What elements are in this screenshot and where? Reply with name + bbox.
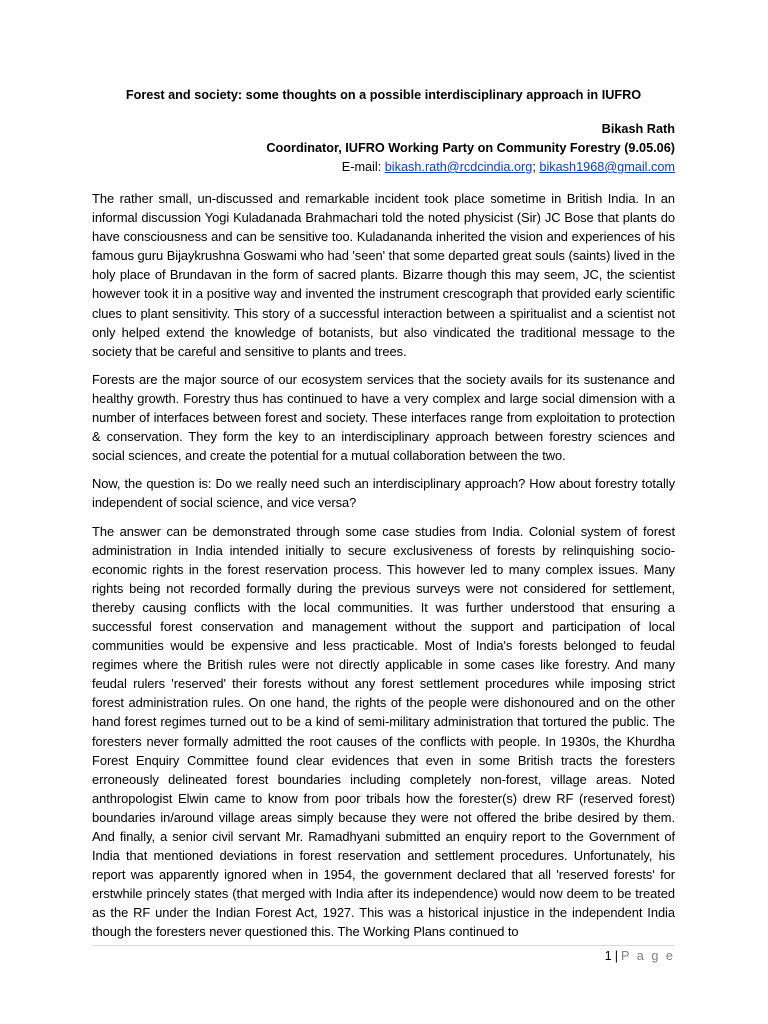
footer-divider xyxy=(92,945,675,946)
document-page xyxy=(92,78,675,951)
page-footer xyxy=(605,948,675,964)
email-separator: ; xyxy=(532,160,540,174)
author-block xyxy=(92,120,675,177)
page-label: P a g e xyxy=(621,949,675,963)
paragraph: Forests are the major source of our ecosystem services that the society avails for its sustenance and healthy growth. Forestry thus has continued to have a very complex and large social dimension with a number of interfaces between forest and society. These interfaces range from exploitation to protection & conservation. They form the key to an interdisciplinary approach between forestry sciences and social sciences, and create the potential for a mutual collaboration between the two. xyxy=(92,371,675,464)
page-number: 1 xyxy=(604,949,612,963)
page-separator: | xyxy=(614,949,619,963)
document-title: Forest and society: some thoughts on a possible interdisciplinary approach in IUFRO xyxy=(125,88,642,102)
email-link-secondary[interactable]: bikash1968@gmail.com xyxy=(539,160,675,174)
body-text xyxy=(92,189,675,942)
email-label: E-mail: xyxy=(341,160,385,174)
paragraph: The answer can be demonstrated through some case studies from India. Colonial system of forest administration in India intended initially to secure exclusiveness of forests by relinquishing socio-economic rights in the forest reservation process. This however led to many complex issues. Many rights being not recorded formally during the previous surveys were not considered for settlement, thereby causing conflicts with the local communities. It was further understood that ensuring a successful forest conservation and management without the support and participation of local communities would be expensive and less practicable. Most of India's forests belonged to feudal regimes where the British rules were not directly applicable in some cases like forestry. And many feudal rulers 'reserved' their forests without any forest settlement procedures while imposing strict forest administration rules. On one hand, the rights of the people were dishonoured and on the other hand forest regimes turned out to be a kind of semi-military administration that tortured the public. The foresters never formally admitted the root causes of the conflicts with people. In 1930s, the Khurdha Forest Enquiry Committee found clear evidences that even in some British tracts the foresters erroneously delineated forest boundaries including completely non-forest, village areas. Noted anthropologist Elwin came to know from poor tribals how the forester(s) drew RF (reserved forest) boundaries in/around village areas simply because they were not offered the bribe desired by them. And finally, a senior civil servant Mr. Ramadhyani submitted an enquiry report to the Government of India that mentioned deviations in forest reservation and settlement procedures. Unfortunately, his report was apparently ignored when in 1954, the government declared that all 'reserved forests' for erstwhile princely states (that merged with India after its independence) would now deem to be treated as the RF under the Indian Forest Act, 1927. This was a historical injustice in the independent India though the foresters never questioned this. The Working Plans continued to xyxy=(92,523,675,940)
email-line xyxy=(92,158,675,177)
author-affiliation: Coordinator, IUFRO Working Party on Community Forestry (9.05.06) xyxy=(266,141,675,155)
author-name: Bikash Rath xyxy=(601,122,675,136)
email-link-primary[interactable]: bikash.rath@rcdcindia.org xyxy=(384,160,533,174)
paragraph: The rather small, un-discussed and remarkable incident took place sometime in British India. In an informal discussion Yogi Kuladanada Brahmachari told the noted physicist (Sir) JC Bose that plants do have consciousness and can be sensitive too. Kuladananda inherited the vision and experiences of his famous guru Bijaykrushna Goswami who had 'seen' that some departed great souls (saints) lived in the holy place of Brundavan in the form of sacred plants. Bizarre though this may seem, JC, the scientist however took it in a positive way and invented the instrument crescograph that provided early scientific clues to plant sensitivity. This story of a successful interaction between a spiritualist and a scientist not only helped extend the knowledge of botanists, but also vindicated the traditional message to the society that be careful and sensitive to plants and trees. xyxy=(92,191,675,359)
paragraph: Now, the question is: Do we really need such an interdisciplinary approach? How about forestry totally independent of social science, and vice versa? xyxy=(92,476,675,511)
